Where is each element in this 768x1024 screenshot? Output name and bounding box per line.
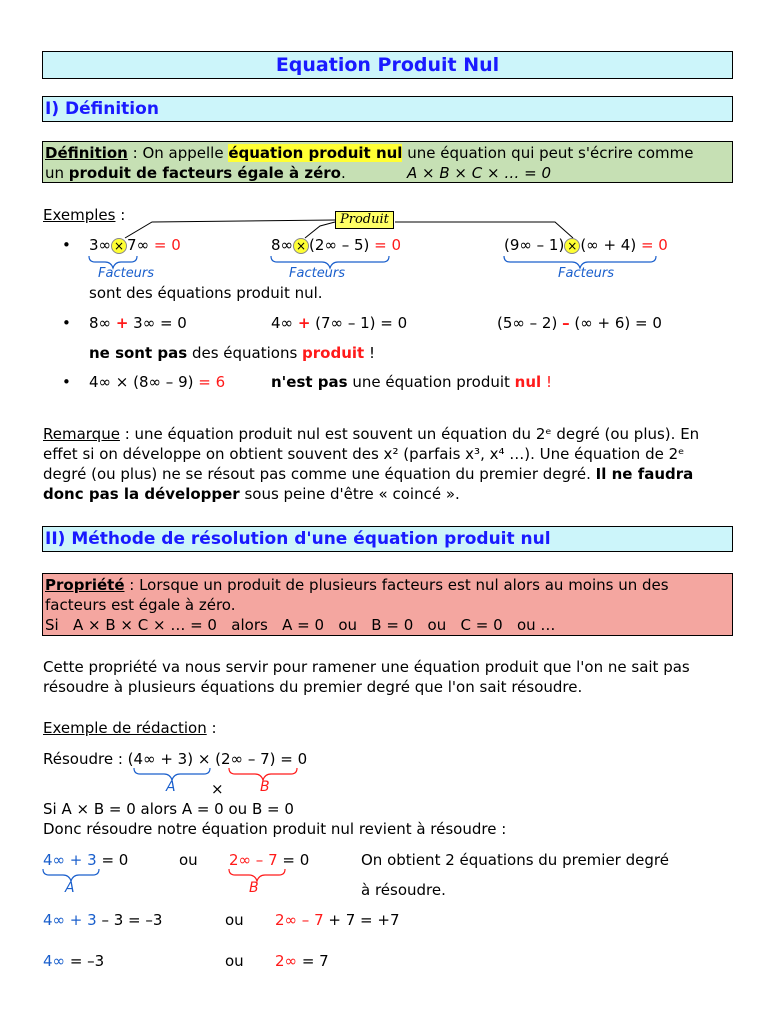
factor-times: × [211,780,224,798]
remark-line-4: donc pas la développer sous peine d'être « coincé ». [43,485,460,503]
property-line-1: : Lorsque un produit de plusieurs facteurs est nul alors au moins un des [124,576,669,594]
obtient-line-2: à résoudre. [361,881,446,899]
definition-label: Définition [45,144,128,162]
definition-text: : On appelle [127,144,229,162]
property-label: Propriété [45,576,125,594]
resoudre-equation: Résoudre : (4∞ + 3) × (2∞ – 7) = 0 [43,750,308,768]
equation-a: 4∞ + 3 = 0 [43,851,129,869]
intro-line-2: résoudre à plusieurs équations du premier degré que l'on sait résoudre. [43,678,583,696]
bullet: • [62,236,71,254]
row3-caption: n'est pas une équation produit nul ! [271,373,552,391]
definition-formula: A × B × C × … = 0 [407,164,551,182]
ou-label: ou [179,851,198,869]
counter-example-4: 4∞ × (8∞ – 9) = 6 [89,373,226,391]
factor-a-label: A [166,779,176,795]
section-heading-method: II) Méthode de résolution d'une équation produit nul [42,526,733,552]
si-line: Si A × B = 0 alors A = 0 ou B = 0 [43,800,294,818]
obtient-line-1: On obtient 2 équations du premier degré [361,851,669,869]
ou-label: ou [225,911,244,929]
redaction-heading: Exemple de rédaction : [43,719,217,737]
times-circle-icon: × [111,238,127,254]
bullet: • [62,314,71,332]
definition-text-2: une équation qui peut s'écrire comme [402,144,694,162]
factor-b-label: B [260,779,270,795]
definition-line2b: produit de facteurs égale à zéro [68,164,341,182]
equation-b: 2∞ – 7 = 0 [229,851,310,869]
step-b-2: 2∞ = 7 [275,952,329,970]
produit-label: Produit [335,211,394,229]
intro-line-1: Cette propriété va nous servir pour ramener une équation produit que l'on ne sait pas [43,658,690,676]
definition-highlight: équation produit nul [228,144,403,162]
counter-example-2: 4∞ + (7∞ – 1) = 0 [271,314,408,332]
definition-line2c: . [340,164,346,182]
section-heading-definition: I) Définition [42,96,733,122]
row1-caption: sont des équations produit nul. [89,284,323,302]
property-line-3: Si A × B × C × … = 0 alors A = 0 ou B = 0 ou C = 0 ou … [45,616,556,634]
times-circle-icon: × [564,238,580,254]
property-line-2: facteurs est égale à zéro. [45,596,236,614]
step-a-2: 4∞ = –3 [43,952,105,970]
ou-label: ou [225,952,244,970]
remark-line-1: Remarque : une équation produit nul est souvent un équation du 2ᵉ degré (ou plus). En [43,425,700,443]
step-a-1: 4∞ + 3 – 3 = –3 [43,911,163,929]
counter-example-3: (5∞ – 2) – (∞ + 6) = 0 [497,314,662,332]
facteurs-label: Facteurs [558,266,615,281]
example-1: 3∞ × 7∞ = 0 [89,236,181,254]
row2-caption: ne sont pas des équations produit ! [89,344,375,362]
example-3: (9∞ – 1) × (∞ + 4) = 0 [504,236,668,254]
equation-a-label: A [65,880,75,896]
remark-line-2: effet si on développe on obtient souvent des x² (parfais x³, x⁴ …). Une équation de 2ᵉ [43,445,685,463]
counter-example-1: 8∞ + 3∞ = 0 [89,314,187,332]
bullet: • [62,373,71,391]
examples-heading: Exemples : [43,206,126,224]
definition-line2a: un [45,164,69,182]
remark-line-3: degré (ou plus) ne se résout pas comme une équation du premier degré. Il ne faudra [43,465,694,483]
step-b-1: 2∞ – 7 + 7 = +7 [275,911,400,929]
equation-b-label: B [249,880,259,896]
facteurs-label: Facteurs [289,266,346,281]
page-title: Equation Produit Nul [42,51,733,79]
donc-line: Donc résoudre notre équation produit nul revient à résoudre : [43,820,507,838]
facteurs-label: Facteurs [98,266,155,281]
times-circle-icon: × [293,238,309,254]
example-2: 8∞ × (2∞ – 5) = 0 [271,236,402,254]
